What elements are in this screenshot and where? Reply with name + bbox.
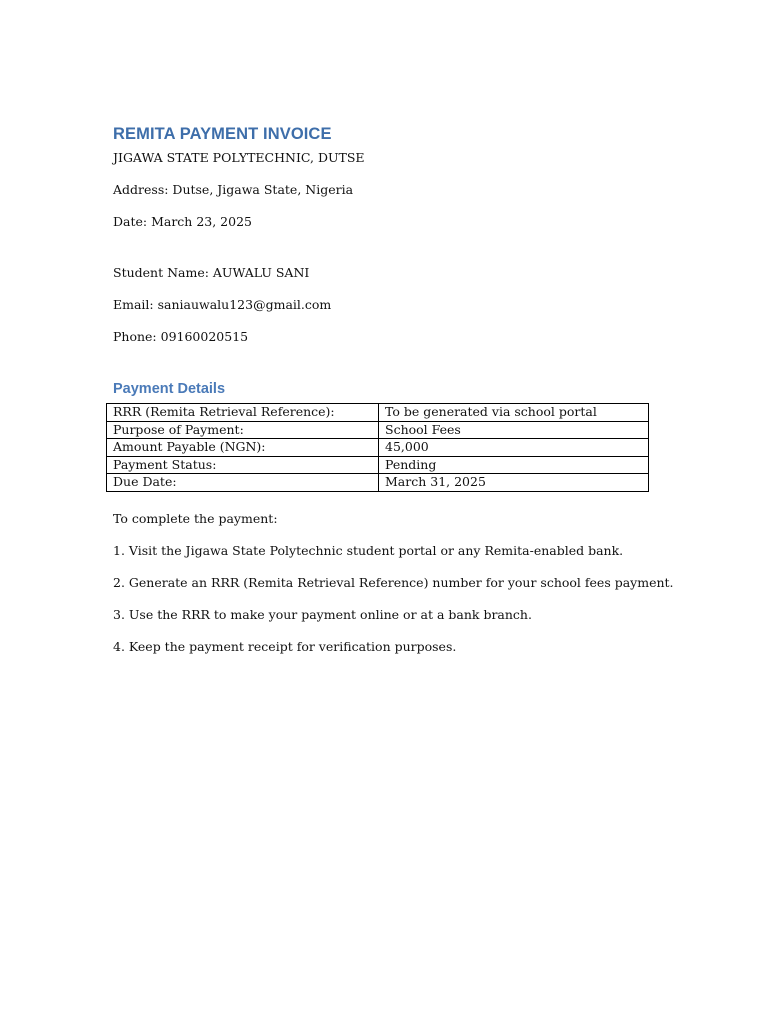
student-email: Email: saniauwalu123@gmail.com [113,297,332,312]
purpose-label: Purpose of Payment: [107,421,379,439]
instruction-step-3: 3. Use the RRR to make your payment online or at a bank branch. [113,607,532,622]
invoice-title: REMITA PAYMENT INVOICE [113,125,332,143]
status-value: Pending [379,456,649,474]
instruction-step-2: 2. Generate an RRR (Remita Retrieval Reference) number for your school fees payment. [113,575,674,590]
institution-address: Address: Dutse, Jigawa State, Nigeria [113,182,354,197]
payment-details-table [106,403,649,492]
purpose-value: School Fees [379,421,649,439]
amount-value: 45,000 [379,439,649,457]
rrr-label: RRR (Remita Retrieval Reference): [107,404,379,422]
table-row [107,439,649,457]
institution-name: JIGAWA STATE POLYTECHNIC, DUTSE [113,150,365,165]
instructions-intro: To complete the payment: [113,511,278,526]
invoice-date: Date: March 23, 2025 [113,214,252,229]
due-date-value: March 31, 2025 [379,474,649,492]
rrr-value: To be generated via school portal [379,404,649,422]
instruction-step-1: 1. Visit the Jigawa State Polytechnic student portal or any Remita-enabled bank. [113,543,624,558]
payment-details-heading: Payment Details [113,381,226,397]
table-row [107,474,649,492]
table-row [107,421,649,439]
student-name: Student Name: AUWALU SANI [113,265,310,280]
instruction-step-4: 4. Keep the payment receipt for verification purposes. [113,639,457,654]
amount-label: Amount Payable (NGN): [107,439,379,457]
student-phone: Phone: 09160020515 [113,329,249,344]
table-row [107,404,649,422]
table-row [107,456,649,474]
status-label: Payment Status: [107,456,379,474]
due-date-label: Due Date: [107,474,379,492]
